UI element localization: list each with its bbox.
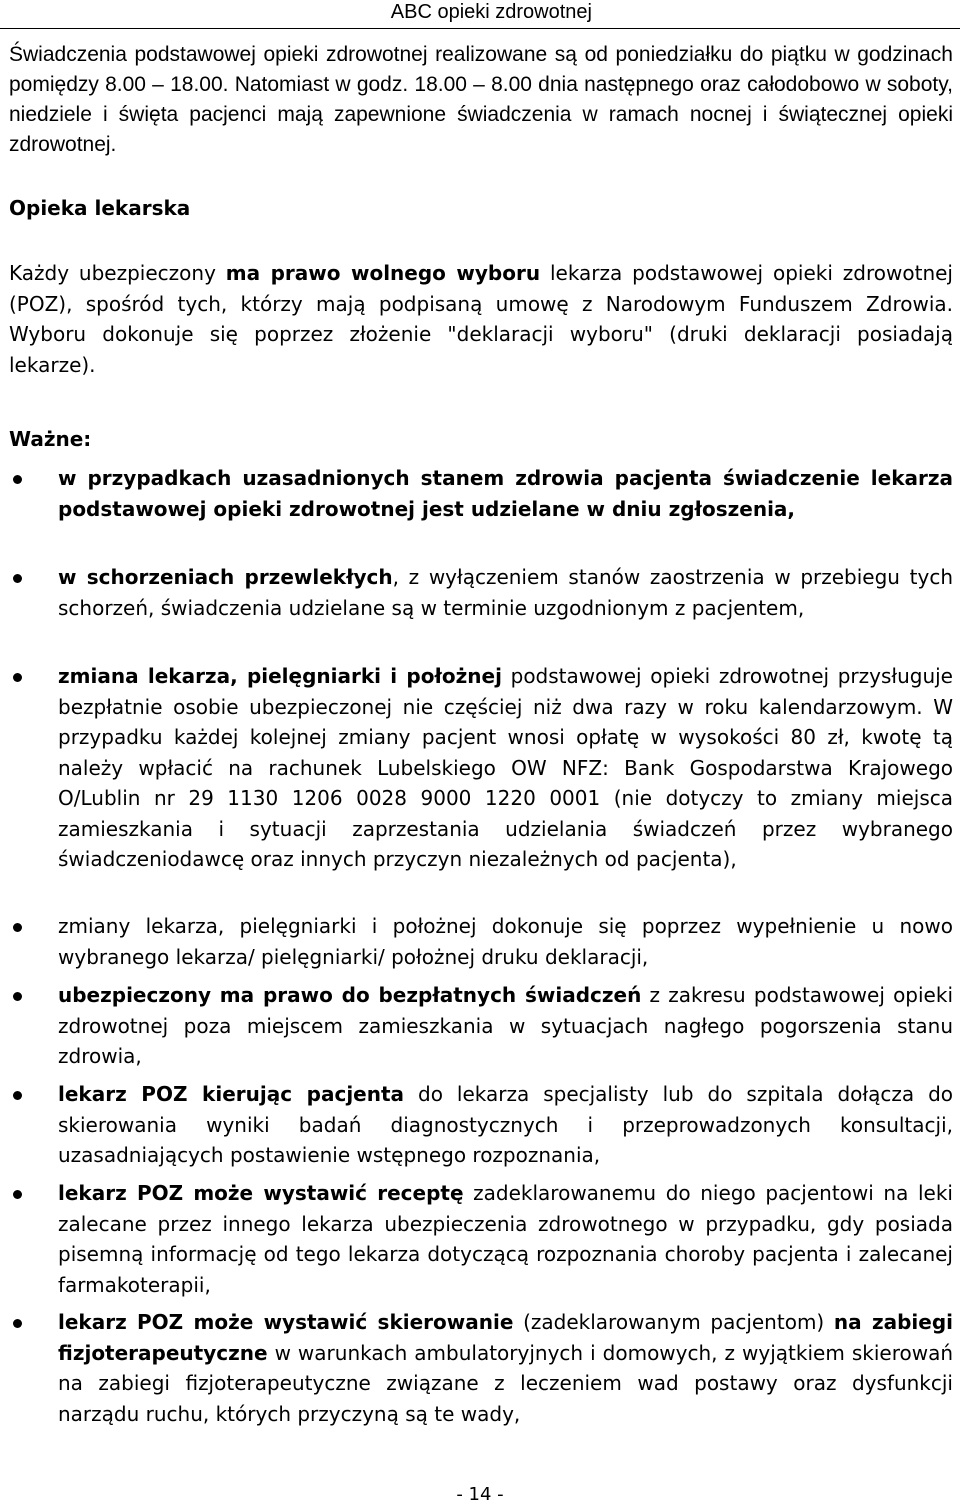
paragraph-bold-1: ma prawo wolnego wyboru	[225, 261, 541, 285]
list-item-bold: ubezpieczony ma prawo do bezpłatnych świadczeń	[58, 983, 642, 1007]
list-item-plain: , z wyłączeniem stanów zaostrzenia w przebiegu tych schorzeń, świadczenia udzielane są w terminie uzgodnionym z pacjentem,	[58, 565, 953, 620]
list-item-text	[58, 1307, 953, 1429]
list-item-plain: w warunkach ambulatoryjnych i domowych, z wyjątkiem skierowań na zabiegi fizjoterapeutyczne związane z leczeniem wad postawy oraz dysfunkcji narządu ruchu, których przyczyną są te wady,	[58, 1340, 953, 1426]
choice-paragraph	[9, 258, 953, 380]
important-label: Ważne:	[9, 427, 92, 451]
list-item-text	[58, 1178, 953, 1300]
list-item-text	[58, 661, 953, 875]
bullet-icon	[13, 574, 22, 583]
intro-paragraph: Świadczenia podstawowej opieki zdrowotnej realizowane są od poniedziałku do piątku w godzinach pomiędzy 8.00 – 18.00. Natomiast w godz. 18.00 – 8.00 dnia następnego oraz całodobowo w soboty, niedziele i święta pacjenci mają zapewnione świadczenia w ramach nocnej i świątecznej opieki zdrowotnej.	[9, 43, 953, 156]
bullet-icon	[13, 923, 22, 932]
list-item-plain: z zakresu podstawowej opieki zdrowotnej poza miejscem zamieszkania w sytuacjach nagłego pogorszenia stanu zdrowia,	[58, 983, 954, 1068]
bullet-icon	[13, 1091, 22, 1100]
page-header	[0, 0, 960, 29]
list-item-bold: lekarz POZ kierując pacjenta	[58, 1082, 405, 1106]
bullet-icon	[13, 475, 22, 484]
bullet-icon	[13, 992, 22, 1001]
bullet-icon	[13, 1319, 22, 1328]
list-item-text	[58, 980, 953, 1072]
header-title: ABC opieki zdrowotnej	[390, 1, 592, 23]
list-item-text	[58, 463, 953, 524]
list-item-text	[58, 562, 953, 623]
list-item-bold: w schorzeniach przewlekłych	[58, 565, 393, 589]
list-item-bold: na zabiegi fizjoterapeutyczne	[58, 1310, 954, 1365]
list-item-plain: do lekarza specjalisty lub do szpitala dołącza do skierowania wyniki badań diagnostycznych i przeprowadzonych konsultacji, uzasadniających postawienie wstępnego rozpoznania,	[58, 1082, 953, 1167]
list-item-plain: zadeklarowanemu do niego pacjentowi na leki zalecane przez innego lekarza ubezpieczenia zdrowotnego w przypadku, gdy posiada pisemną informację od tego lekarza dotyczącą rozpoznania choroby pacjenta i zalecanej farmakoterapii,	[58, 1181, 953, 1297]
list-item-plain: zmiany lekarza, pielęgniarki i położnej dokonuje się poprzez wypełnienie u nowo wybranego lekarza/ pielęgniarki/ położnej druku deklaracji,	[58, 914, 953, 969]
paragraph-text-1: Każdy ubezpieczony	[9, 261, 226, 285]
list-item-text	[58, 911, 953, 972]
page-number: - 14 -	[456, 1484, 504, 1505]
section-heading: Opieka lekarska	[9, 196, 191, 220]
bullet-icon	[13, 1190, 22, 1199]
list-item-bold: w przypadkach uzasadnionych stanem zdrowia pacjenta świadczenie lekarza podstawowej opieki zdrowotnej jest udzielane w dniu zgłoszenia,	[58, 466, 953, 521]
list-item-bold: lekarz POZ może wystawić receptę	[58, 1181, 464, 1205]
list-item-bold: lekarz POZ może wystawić skierowanie	[58, 1310, 514, 1334]
list-item-text	[58, 1079, 953, 1171]
paragraph-text-2: lekarza podstawowej opieki zdrowotnej (POZ), spośród tych, którzy mają podpisaną umowę z Narodowym Funduszem Zdrowia. Wyboru dokonuje się poprzez złożenie "deklaracji wyboru" (druki deklaracji posiadają lekarze).	[9, 261, 953, 377]
bullet-icon	[13, 673, 22, 682]
list-item-bold: zmiana lekarza, pielęgniarki i położnej	[58, 664, 502, 688]
list-item-plain: podstawowej opieki zdrowotnej przysługuje bezpłatnie osobie ubezpieczonej nie częściej niż dwa razy w roku kalendarzowym. W przypadku każdej kolejnej zmiany pacjent wnosi opłatę w wysokości 80 zł, kwotę tą należy wpłacić na rachunek Lubelskiego OW NFZ: Bank Gospodarstwa Krajowego O/Lublin nr 29 1130 1206 0028 9000 1220 0001 (nie dotyczy to zmiany miejsca zamieszkania i sytuacji zaprzestania udzielania świadczeń przez wybranego świadczeniodawcę oraz innych przyczyn niezależnych od pacjenta),	[58, 664, 953, 871]
list-item-plain: (zadeklarowanym pacjentom)	[513, 1310, 834, 1334]
